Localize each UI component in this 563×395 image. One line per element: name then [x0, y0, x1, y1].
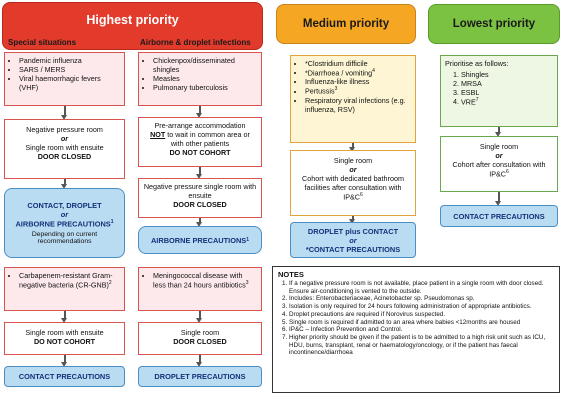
- list-text: MRSA: [461, 79, 482, 88]
- room-text: Single room: [180, 328, 220, 337]
- room-text: Single room with ensuite: [25, 328, 104, 337]
- precaution-text: *CONTACT PRECAUTIONS: [305, 244, 401, 254]
- list-item: [19, 271, 120, 289]
- lowest-list: [445, 70, 553, 106]
- meningococcal-box: [138, 267, 262, 311]
- or-text: or: [349, 165, 357, 174]
- contact-precautions-highest: [4, 366, 125, 387]
- arrow: [64, 311, 66, 319]
- medium-priority-title: Medium priority: [302, 18, 390, 30]
- room-text: Cohort after consultation with IP&C: [452, 160, 546, 179]
- lowest-priority-header: [428, 4, 560, 44]
- lowest-contact-precautions: [440, 205, 558, 227]
- negative-pressure-single-room-box: [138, 178, 262, 218]
- footnote-ref: 2: [108, 280, 112, 286]
- droplet-precautions: [138, 366, 262, 387]
- precaution-text: CONTACT, DROPLET: [27, 200, 102, 210]
- meningococcal-text: Meningococcal disease with less than 24 hours antibiotics: [153, 271, 246, 290]
- arrow: [64, 355, 66, 363]
- or-text: or: [60, 134, 69, 143]
- prearrange-accommodation-box: [138, 117, 262, 167]
- arrow: [199, 311, 201, 319]
- arrow: [199, 218, 201, 223]
- door-closed-text: DOOR CLOSED: [173, 200, 227, 209]
- airborne-droplet-title: Airborne & droplet infections: [140, 38, 251, 47]
- list-item: [305, 96, 411, 114]
- footnote-ref: 4: [372, 68, 375, 74]
- list-item: • SARS / MERS: [19, 65, 120, 74]
- room-text: Negative pressure single room with ensuite: [143, 182, 257, 200]
- list-text: Pertussis: [305, 86, 335, 96]
- list-text: Influenza-like illness: [305, 77, 370, 87]
- arrow: [199, 106, 201, 114]
- room-text: Single room with ensuite: [25, 143, 104, 152]
- do-not-cohort-text: DO NOT COHORT: [169, 148, 231, 157]
- list-text: VRE: [461, 97, 476, 107]
- list-item: [461, 79, 553, 88]
- footnote-ref: 6: [360, 192, 363, 198]
- lowest-room-box: [440, 136, 558, 192]
- airborne-list: [143, 56, 257, 92]
- prioritise-intro: Prioritise as follows:: [445, 59, 509, 68]
- single-room-ensuite-box: [4, 322, 125, 355]
- door-closed-text: DOOR CLOSED: [173, 337, 227, 346]
- footnote-ref: 1: [110, 218, 114, 225]
- medium-precautions: [290, 222, 416, 258]
- single-room-door-closed-box: [138, 322, 262, 355]
- list-item: [305, 86, 411, 95]
- note-item: 2. Includes: Enterobacteriaceae, Acinetobacter sp. Pseudomonas sp.: [289, 295, 554, 303]
- room-text: Single room: [479, 142, 519, 151]
- list-item: [153, 271, 257, 289]
- note-item: 3. Isolation is only required for 24 hours following administration of appropriate antibiotics.: [289, 303, 554, 311]
- arrow: [498, 127, 500, 133]
- medium-list-box: [290, 55, 416, 143]
- list-item: • Viral haemorrhagic fevers (VHF): [19, 74, 120, 92]
- cr-gnb-list: [9, 271, 120, 289]
- note-item: 5. Single room is required if admitted to an area where babies <12months are housed: [289, 319, 554, 327]
- list-text: Shingles: [461, 70, 489, 79]
- list-text: Respiratory viral infections (e.g. influenza, RSV): [305, 95, 406, 114]
- notes-list: [278, 280, 554, 357]
- contact-droplet-airborne-precautions: [4, 188, 125, 258]
- special-situations-list-box: [4, 52, 125, 106]
- list-text: *Diarrhoea / vomiting: [305, 68, 373, 78]
- arrow: [498, 192, 500, 202]
- arrow: [64, 106, 66, 116]
- list-item: [461, 88, 553, 97]
- or-text: or: [495, 151, 503, 160]
- notes-box: [272, 266, 560, 393]
- or-text: or: [60, 209, 69, 219]
- arrow: [352, 216, 354, 220]
- medium-priority-header: [276, 4, 416, 44]
- medium-list: [295, 59, 411, 114]
- airborne-precautions: [138, 226, 262, 254]
- list-item: [305, 59, 411, 68]
- note-item: 4. Droplet precautions are required if Norovirus suspected.: [289, 311, 554, 319]
- footnote-ref: 6: [506, 169, 509, 175]
- note-item: 6. IP&C – Infection Prevention and Control.: [289, 326, 554, 334]
- airborne-list-box: [138, 52, 262, 106]
- room-text: Single room: [333, 156, 373, 165]
- precaution-text: CONTACT PRECAUTIONS: [453, 211, 545, 221]
- arrow: [352, 143, 354, 148]
- cr-gnb-box: [4, 267, 125, 311]
- room-text: Cohort with dedicated bathroom facilities after consultation with IP&C: [302, 174, 404, 202]
- list-item: • Chickenpox/disseminated shingles: [153, 56, 257, 74]
- cr-gnb-text: Carbapenem-resistant Gram-negative bacteria (CR-GNB): [19, 271, 113, 290]
- list-item: • Pandemic influenza: [19, 56, 120, 65]
- precaution-text: DROPLET plus CONTACT: [307, 226, 399, 236]
- list-item: • Measles: [153, 74, 257, 83]
- list-text: *Clostridium difficile: [305, 59, 368, 68]
- special-situations-list: [9, 56, 120, 92]
- highest-priority-title: Highest priority: [86, 13, 179, 27]
- or-text: or: [349, 235, 357, 245]
- room-text: Negative pressure room: [26, 125, 103, 134]
- special-situations-title: Special situations: [8, 38, 77, 47]
- arrow: [64, 179, 66, 185]
- arrow: [199, 167, 201, 175]
- note-item: 7. Higher priority should be given if the patient is to be admitted to a high risk unit such as ICU, HDU, burns, transplant, renal or haematology/oncology, or if the patient has faecal incontinence/diarrhoea: [289, 334, 554, 357]
- recommendation-text: Depending on current recommendations: [31, 231, 98, 246]
- medium-room-box: [290, 150, 416, 216]
- precaution-text: DROPLET PRECAUTIONS: [154, 372, 246, 381]
- footnote-ref: 3: [245, 280, 249, 286]
- accommodation-text: to wait in common area or with other patients: [165, 130, 250, 148]
- negative-pressure-room-box: [4, 119, 125, 179]
- lowest-priority-title: Lowest priority: [452, 18, 536, 30]
- footnote-ref: 1: [246, 237, 250, 243]
- list-item: [461, 97, 553, 106]
- footnote-ref: 7: [475, 97, 479, 103]
- precaution-text: CONTACT PRECAUTIONS: [18, 372, 111, 381]
- precaution-text: AIRBORNE PRECAUTIONS: [150, 235, 247, 245]
- precaution-text: AIRBORNE PRECAUTIONS: [15, 219, 111, 229]
- do-not-cohort-text: DO NOT COHORT: [33, 337, 96, 346]
- arrow: [199, 355, 201, 363]
- list-item: [305, 68, 411, 77]
- list-text: ESBL: [461, 88, 480, 97]
- notes-title: NOTES: [278, 270, 304, 279]
- list-item: • Pulmonary tuberculosis: [153, 83, 257, 92]
- meningococcal-list: [143, 271, 257, 289]
- accommodation-text: Pre-arrange accommodation: [154, 121, 246, 130]
- footnote-ref: 3: [334, 86, 338, 93]
- door-closed-text: DOOR CLOSED: [37, 152, 92, 161]
- list-item: [461, 70, 553, 79]
- lowest-list-box: [440, 55, 558, 127]
- list-item: [305, 77, 411, 86]
- not-text: NOT: [150, 130, 166, 139]
- note-item: 1. If a negative pressure room is not available, place patient in a single room with door closed. Ensure air-conditioning is vented to the outside.: [289, 280, 554, 295]
